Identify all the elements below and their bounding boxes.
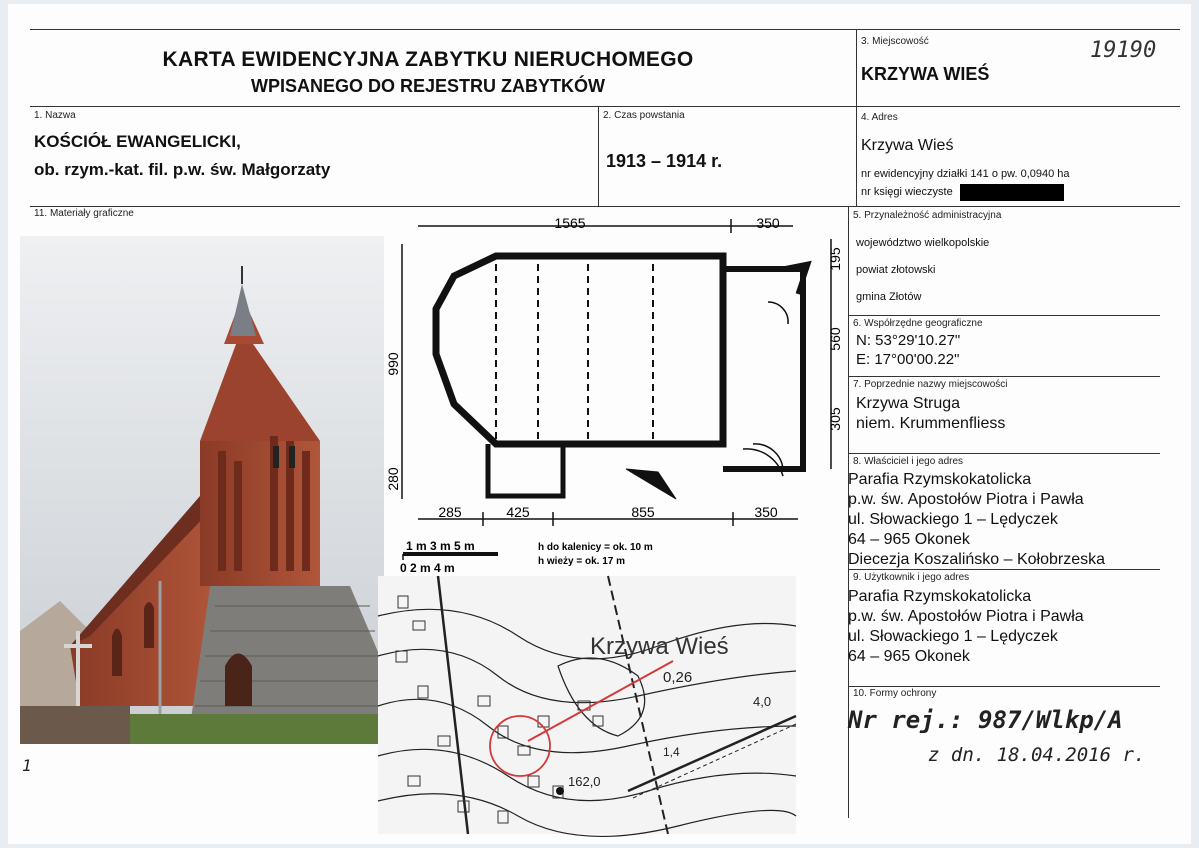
field-6-n: N: 53°29'10.27" bbox=[856, 332, 961, 349]
field-7-line2: niem. Krummenfliess bbox=[856, 415, 1006, 432]
plan-dim-bottom-2: 425 bbox=[506, 504, 530, 520]
plan-dim-top-1: 1565 bbox=[554, 215, 586, 231]
field-8-line: p.w. św. Apostołów Piotra i Pawła bbox=[848, 491, 1084, 508]
field-9-line: p.w. św. Apostołów Piotra i Pawła bbox=[848, 608, 1084, 625]
field-8-line: 64 – 965 Okonek bbox=[848, 531, 970, 548]
field-4-parcel: nr ewidencyjny działki 141 o pw. 0,0940 ha bbox=[861, 168, 1070, 180]
church-photo bbox=[20, 236, 384, 744]
floor-plan bbox=[385, 214, 843, 584]
map-elevation-3: 4,0 bbox=[753, 694, 772, 709]
field-10-label: 10. Formy ochrony bbox=[853, 688, 937, 699]
field-10-date: z dn. 18.04.2016 r. bbox=[928, 744, 1146, 766]
field-5-county: powiat złotowski bbox=[856, 264, 936, 276]
field-7-line1: Krzywa Struga bbox=[856, 395, 961, 412]
plan-dim-top-2: 350 bbox=[756, 215, 780, 231]
field-8-label: 8. Właściciel i jego adres bbox=[853, 456, 964, 467]
row-divider-9 bbox=[848, 686, 1160, 687]
col-divider-right-top bbox=[856, 29, 857, 207]
field-5-commune: gmina Złotów bbox=[856, 291, 922, 303]
location-map bbox=[378, 576, 796, 834]
field-5-voivodeship: województwo wielkopolskie bbox=[856, 237, 990, 249]
field-1-line1: KOŚCIÓŁ EWANGELICKI, bbox=[34, 132, 241, 151]
map-elevation-4: 1,4 bbox=[663, 745, 680, 759]
plan-dim-right-2: 560 bbox=[827, 327, 843, 351]
field-1-line2: ob. rzym.-kat. fil. p.w. św. Małgorzaty bbox=[34, 160, 331, 179]
field-8-line: Diecezja Koszalińsko – Kołobrzeska bbox=[848, 551, 1106, 568]
field-8-line: Parafia Rzymskokatolicka bbox=[848, 471, 1032, 488]
map-elevation-1: 0,26 bbox=[663, 669, 693, 686]
field-11-label: 11. Materiały graficzne bbox=[34, 208, 134, 219]
plan-dim-bottom-1: 285 bbox=[438, 504, 462, 520]
plan-height-ridge: h do kalenicy = ok. 10 m bbox=[538, 542, 653, 553]
plan-dim-right-3: 305 bbox=[827, 407, 843, 431]
field-5-label: 5. Przynależność administracyjna bbox=[853, 210, 1002, 221]
field-6-e: E: 17°00'00.22" bbox=[856, 351, 960, 368]
field-9-line: ul. Słowackiego 1 – Lędyczek bbox=[848, 628, 1058, 645]
field-8-line: ul. Słowackiego 1 – Lędyczek bbox=[848, 511, 1058, 528]
row-divider-2 bbox=[30, 206, 1180, 207]
row-divider-6 bbox=[848, 376, 1160, 377]
card-title: KARTA EWIDENCYJNA ZABYTKU NIERUCHOMEGO bbox=[162, 48, 694, 71]
card-subtitle: WPISANEGO DO REJESTRU ZABYTKÓW bbox=[250, 76, 605, 96]
field-9-line: 64 – 965 Okonek bbox=[848, 648, 970, 665]
plan-dim-right-1: 195 bbox=[827, 247, 843, 271]
plan-height-tower: h wieży = ok. 17 m bbox=[538, 556, 625, 567]
field-4-label: 4. Adres bbox=[861, 112, 898, 123]
field-1-label: 1. Nazwa bbox=[34, 110, 76, 121]
map-elevation-2: 162,0 bbox=[568, 774, 601, 789]
col-divider-mid bbox=[598, 106, 599, 206]
map-place-name: Krzywa Wieś bbox=[590, 633, 729, 660]
plan-scale-top: 1 m 3 m 5 m bbox=[406, 539, 475, 553]
plan-dim-left-2: 280 bbox=[385, 467, 401, 491]
redaction-bar bbox=[960, 184, 1064, 201]
card-number: 19190 bbox=[1090, 38, 1157, 63]
record-card bbox=[8, 4, 1191, 844]
plan-scale-bottom: 0 2 m 4 m bbox=[400, 561, 455, 575]
border-top bbox=[30, 29, 1180, 30]
field-6-label: 6. Współrzędne geograficzne bbox=[853, 318, 983, 329]
plan-dim-bottom-3: 855 bbox=[631, 504, 655, 520]
field-3-label: 3. Miejscowość bbox=[861, 36, 929, 47]
row-divider-7 bbox=[848, 453, 1160, 454]
field-3-value: KRZYWA WIEŚ bbox=[861, 64, 990, 84]
field-2-value: 1913 – 1914 r. bbox=[606, 151, 723, 171]
plan-dim-bottom-4: 350 bbox=[754, 504, 778, 520]
field-2-label: 2. Czas powstania bbox=[603, 110, 685, 121]
field-4-value: Krzywa Wieś bbox=[861, 137, 954, 154]
field-4-book: nr księgi wieczyste bbox=[861, 186, 953, 198]
row-divider-1 bbox=[30, 106, 1180, 107]
field-10-registry: Nr rej.: 987/Wlkp/A bbox=[848, 706, 1123, 734]
page-number: 1 bbox=[22, 756, 32, 775]
row-divider-5 bbox=[848, 315, 1160, 316]
field-7-label: 7. Poprzednie nazwy miejscowości bbox=[853, 379, 1008, 390]
plan-dim-left-1: 990 bbox=[385, 352, 401, 376]
field-9-line: Parafia Rzymskokatolicka bbox=[848, 588, 1032, 605]
field-9-label: 9. Użytkownik i jego adres bbox=[853, 572, 970, 583]
